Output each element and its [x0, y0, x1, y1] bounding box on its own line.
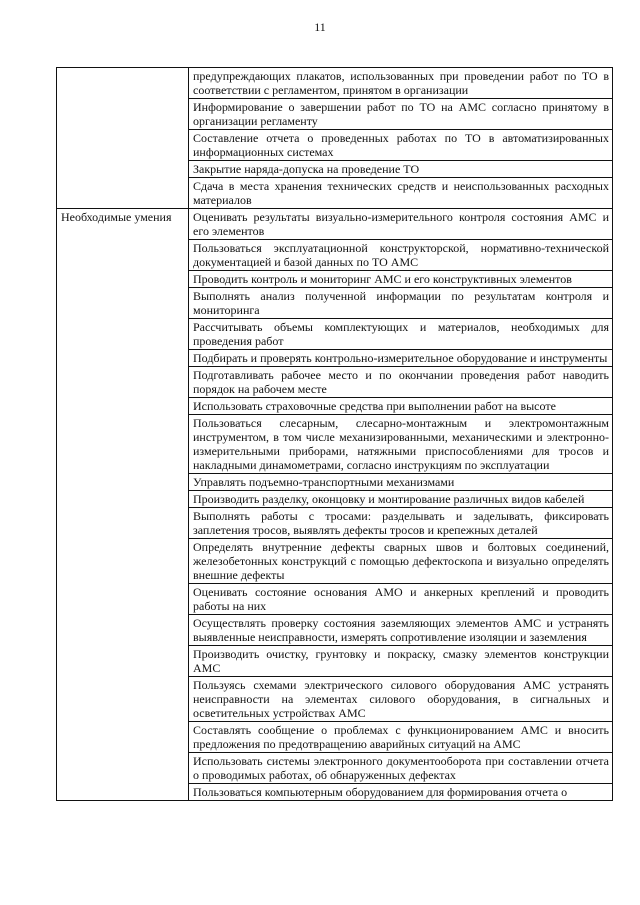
requirement-item: Оценивать результаты визуально-измерительного контроля состояния АМС и его элементов [189, 209, 613, 240]
requirement-item: Выполнять анализ полученной информации по результатам контроля и мониторинга [189, 288, 613, 319]
table-row [57, 68, 613, 99]
section-label: Необходимые умения [57, 209, 189, 801]
requirement-item: Использовать системы электронного документооборота при составлении отчета о проводимых работах, об обнаруженных дефектах [189, 753, 613, 784]
requirement-item: Осуществлять проверку состояния заземляющих элементов АМС и устранять выявленные неисправности, измерять сопротивление изоляции и заземления [189, 615, 613, 646]
requirement-item: Информирование о завершении работ по ТО на АМС согласно принятому в организации регламенту [189, 99, 613, 130]
requirement-item: Производить очистку, грунтовку и покраску, смазку элементов конструкции АМС [189, 646, 613, 677]
requirement-item: Оценивать состояние основания АМО и анкерных креплений и проводить работы на них [189, 584, 613, 615]
requirement-item: Составлять сообщение о проблемах с функционированием АМС и вносить предложения по предотвращению аварийных ситуаций на АМС [189, 722, 613, 753]
requirement-item: предупреждающих плакатов, использованных при проведении работ по ТО в соответствии с регламентом, принятом в организации [189, 68, 613, 99]
requirement-item: Сдача в места хранения технических средств и неиспользованных расходных материалов [189, 178, 613, 209]
requirement-item: Производить разделку, оконцовку и монтирование различных видов кабелей [189, 491, 613, 508]
table-body [57, 68, 613, 801]
requirement-item: Пользоваться компьютерным оборудованием для формирования отчета о [189, 784, 613, 801]
page-number: 11 [314, 20, 326, 34]
requirement-item: Использовать страховочные средства при выполнении работ на высоте [189, 398, 613, 415]
requirement-item: Пользоваться слесарным, слесарно-монтажным и электромонтажным инструментом, в том числе механизированными, механическими и электронно-измерительными приборами, натяжными приспособлениями для тросов и накладными динамометрами, согласно инструкциям по эксплуатации [189, 415, 613, 474]
requirement-item: Проводить контроль и мониторинг АМС и его конструктивных элементов [189, 271, 613, 288]
requirement-item: Пользуясь схемами электрического силового оборудования АМС устранять неисправности на элементах силового оборудования, в сигнальных и осветительных устройствах АМС [189, 677, 613, 722]
requirement-item: Подготавливать рабочее место и по окончании проведения работ наводить порядок на рабочем месте [189, 367, 613, 398]
requirement-item: Закрытие наряда-допуска на проведение ТО [189, 161, 613, 178]
requirement-item: Составление отчета о проведенных работах по ТО в автоматизированных информационных системах [189, 130, 613, 161]
requirement-item: Рассчитывать объемы комплектующих и материалов, необходимых для проведения работ [189, 319, 613, 350]
requirement-item: Выполнять работы с тросами: разделывать и заделывать, фиксировать заплетения тросов, выявлять дефекты тросов и крепежных деталей [189, 508, 613, 539]
requirement-item: Пользоваться эксплуатационной конструкторской, нормативно-технической документацией и базой данных по ТО АМС [189, 240, 613, 271]
requirement-item: Определять внутренние дефекты сварных швов и болтовых соединений, железобетонных конструкций с помощью дефектоскопа и визуально определять внешние дефекты [189, 539, 613, 584]
section-label [57, 68, 189, 209]
requirements-table [56, 67, 613, 801]
requirement-item: Управлять подъемно-транспортными механизмами [189, 474, 613, 491]
table-row [57, 209, 613, 240]
requirement-item: Подбирать и проверять контрольно-измерительное оборудование и инструменты [189, 350, 613, 367]
